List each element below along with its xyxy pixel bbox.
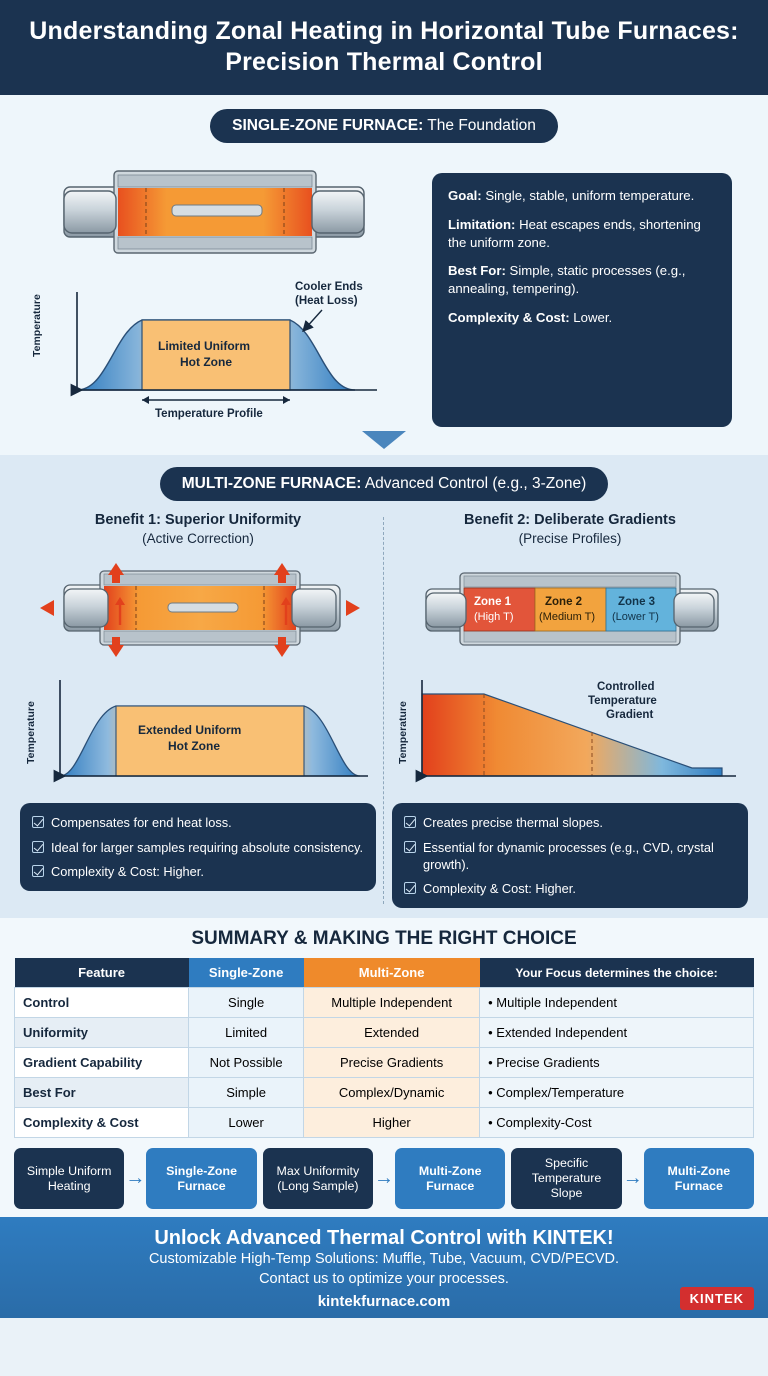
summary-table — [14, 958, 754, 1138]
info-goal-text: Single, stable, uniform temperature. — [481, 188, 695, 203]
flow-to: Single-Zone Furnace — [146, 1148, 256, 1209]
check-icon — [404, 882, 416, 894]
row-multi: Precise Gradients — [304, 1048, 480, 1078]
single-zone-profile-chart — [22, 272, 412, 422]
row-feature: Best For — [15, 1078, 189, 1108]
multi-zone-section — [0, 455, 768, 918]
summary-table-head — [15, 958, 754, 988]
benefit-1-column — [12, 511, 384, 908]
table-row — [15, 1078, 754, 1108]
single-zone-pill-wrap — [0, 109, 768, 143]
row-focus: • Precise Gradients — [480, 1048, 754, 1078]
benefit-2-subtitle: (Precise Profiles) — [518, 530, 622, 546]
info-bestfor-text: Simple, static processes (e.g., annealing, tempering). — [448, 263, 686, 297]
b1-hotzone-2: Hot Zone — [168, 739, 220, 754]
row-feature: Gradient Capability — [15, 1048, 189, 1078]
row-single: Not Possible — [189, 1048, 304, 1078]
flow-to: Multi-Zone Furnace — [395, 1148, 505, 1209]
flow-group-3 — [511, 1148, 754, 1209]
row-focus: • Complex/Temperature — [480, 1078, 754, 1108]
single-zone-diagram-col — [22, 157, 422, 427]
info-bestfor-label: Best For: — [448, 263, 506, 279]
b2-y-axis-label: Temperature — [397, 701, 409, 765]
multi-zone-pill — [160, 467, 609, 501]
info-complexity-label: Complexity & Cost: — [448, 310, 570, 326]
single-zone-body — [0, 143, 768, 427]
bullet-item — [32, 839, 364, 856]
benefit-2-furnace-diagram — [392, 547, 752, 667]
benefit-2-profile-chart — [392, 672, 752, 792]
zone-3-temp: (Lower T) — [612, 611, 659, 624]
b2-annotation-3: Gradient — [606, 709, 654, 722]
s1-hotzone-label-1: Limited Uniform — [158, 339, 250, 353]
zone-1-name: Zone 1 — [474, 596, 512, 609]
bullet-item — [404, 839, 736, 874]
flow-group-2 — [263, 1148, 506, 1209]
row-focus: • Multiple Independent — [480, 988, 754, 1018]
table-row — [15, 1018, 754, 1048]
table-header-row — [15, 958, 754, 988]
bullet-text: Creates precise thermal slopes. — [423, 815, 603, 831]
page-title: Understanding Zonal Heating in Horizontal Tube Furnaces: Precision Thermal Control — [29, 17, 739, 76]
footer-line-1: Customizable High-Temp Solutions: Muffle, Tube, Vacuum, CVD/PECVD. — [148, 1251, 620, 1268]
zone-1-temp: (High T) — [474, 611, 514, 624]
s1-annotation-1: Cooler Ends — [295, 281, 363, 293]
row-focus: • Extended Independent — [480, 1018, 754, 1048]
check-icon — [32, 841, 44, 853]
info-limitation-text: Heat escapes ends, shortening the uniform zone. — [448, 216, 701, 250]
col-header-feature: Feature — [15, 958, 189, 988]
benefit-2-bullets — [392, 803, 748, 908]
multi-zone-pill-light: Advanced Control (e.g., 3-Zone) — [361, 475, 587, 492]
bullet-text: Compensates for end heat loss. — [51, 815, 232, 831]
bullet-text: Complexity & Cost: Higher. — [423, 881, 576, 897]
decision-flow — [14, 1148, 754, 1209]
benefits-columns — [0, 501, 768, 908]
flow-group-1 — [14, 1148, 257, 1209]
benefit-1-title: Benefit 1: Superior Uniformity — [94, 512, 302, 528]
row-feature: Control — [15, 988, 189, 1018]
row-single: Single — [189, 988, 304, 1018]
section-transition-arrow — [362, 431, 406, 449]
bullet-text: Ideal for larger samples requiring absolute consistency. — [51, 839, 364, 855]
zone-3-name: Zone 3 — [618, 596, 656, 609]
summary-title: SUMMARY & MAKING THE RIGHT CHOICE — [191, 928, 577, 950]
footer-website[interactable]: kintekfurnace.com — [317, 1293, 451, 1311]
check-icon — [404, 816, 416, 828]
info-goal-label: Goal: — [448, 188, 482, 203]
bullet-text: Complexity & Cost: Higher. — [51, 863, 204, 879]
table-row — [15, 1108, 754, 1138]
col-header-focus: Your Focus determines the choice: — [480, 958, 754, 988]
info-bestfor — [448, 262, 716, 298]
footer — [0, 1217, 768, 1318]
b2-annotation-2: Temperature — [588, 695, 657, 708]
b1-hotzone-1: Extended Uniform — [138, 723, 242, 738]
s1-annotation-2: (Heat Loss) — [295, 295, 358, 307]
benefit-1-profile-chart — [20, 672, 380, 792]
single-zone-furnace-diagram — [22, 157, 412, 267]
table-row — [15, 988, 754, 1018]
bullet-item — [32, 863, 364, 880]
check-icon — [32, 865, 44, 877]
row-feature: Complexity & Cost — [15, 1108, 189, 1138]
arrow-right-icon: → — [374, 1167, 395, 1190]
s1-x-axis-label: Temperature Profile — [155, 408, 263, 420]
flow-to: Multi-Zone Furnace — [644, 1148, 754, 1209]
single-zone-pill-light: The Foundation — [423, 117, 536, 134]
bullet-item — [404, 880, 736, 897]
bullet-item — [404, 814, 736, 831]
row-single: Simple — [189, 1078, 304, 1108]
row-multi: Complex/Dynamic — [304, 1078, 480, 1108]
zone-2-name: Zone 2 — [545, 596, 583, 609]
multi-zone-pill-bold: MULTI-ZONE FURNACE: — [181, 475, 362, 492]
row-single: Limited — [189, 1018, 304, 1048]
footer-line-2: Contact us to optimize your processes. — [259, 1270, 509, 1287]
flow-from: Specific Temperature Slope — [511, 1148, 621, 1209]
row-single: Lower — [189, 1108, 304, 1138]
zone-2-temp: (Medium T) — [539, 611, 596, 624]
footer-headline: Unlock Advanced Thermal Control with KINTEK! — [154, 1227, 614, 1250]
multi-zone-pill-wrap — [0, 467, 768, 501]
summary-section — [0, 918, 768, 1217]
flow-from: Max Uniformity (Long Sample) — [263, 1148, 373, 1209]
benefit-1-furnace-diagram — [20, 547, 380, 667]
benefit-1-bullets — [20, 803, 376, 891]
header — [0, 0, 768, 95]
single-zone-info-card — [432, 173, 732, 427]
row-feature: Uniformity — [15, 1018, 189, 1048]
info-complexity — [448, 309, 716, 327]
info-complexity-text: Lower. — [569, 310, 613, 326]
info-limitation — [448, 216, 716, 252]
single-zone-pill-bold: SINGLE-ZONE FURNACE: — [232, 117, 424, 134]
row-focus: • Complexity-Cost — [480, 1108, 754, 1138]
b1-y-axis-label: Temperature — [25, 701, 37, 765]
check-icon — [32, 816, 44, 828]
info-limitation-label: Limitation: — [448, 216, 516, 232]
arrow-right-icon: → — [622, 1167, 643, 1190]
check-icon — [404, 841, 416, 853]
table-row — [15, 1048, 754, 1078]
s1-y-axis-label: Temperature — [31, 294, 43, 357]
s1-hotzone-label-2: Hot Zone — [180, 355, 232, 369]
bullet-item — [32, 814, 364, 831]
single-zone-pill — [210, 109, 558, 143]
bullet-text: Essential for dynamic processes (e.g., CVD, crystal growth). — [423, 839, 714, 872]
arrow-right-icon: → — [125, 1167, 146, 1190]
col-header-single-zone: Single-Zone — [189, 958, 304, 988]
summary-table-body — [15, 988, 754, 1138]
row-multi: Higher — [304, 1108, 480, 1138]
footer-wrapper — [0, 1217, 768, 1318]
benefit-2-title: Benefit 2: Deliberate Gradients — [464, 512, 676, 528]
single-zone-section — [0, 95, 768, 455]
benefit-2-column — [384, 511, 756, 908]
b2-annotation-1: Controlled — [597, 681, 655, 694]
col-header-multi-zone: Multi-Zone — [304, 958, 480, 988]
benefit-1-subtitle: (Active Correction) — [142, 530, 254, 546]
flow-from: Simple Uniform Heating — [14, 1148, 124, 1209]
kintek-logo: KINTEK — [680, 1287, 754, 1310]
info-goal — [448, 187, 716, 205]
row-multi: Extended — [304, 1018, 480, 1048]
row-multi: Multiple Independent — [304, 988, 480, 1018]
